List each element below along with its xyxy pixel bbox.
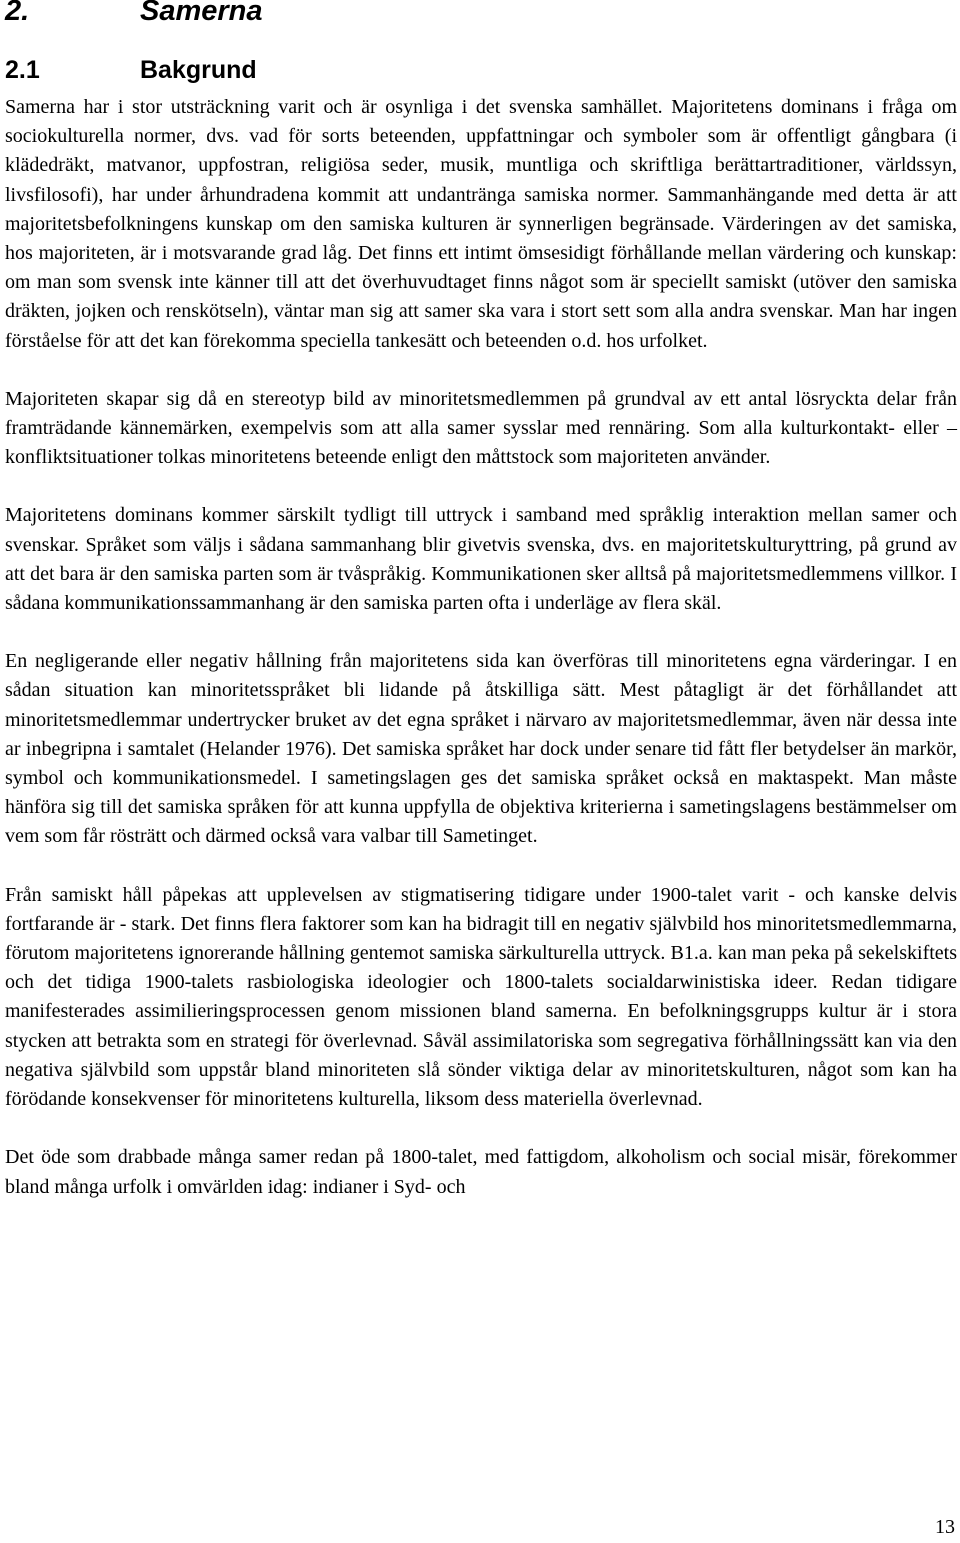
section-title: Bakgrund xyxy=(140,56,257,84)
paragraph-1: Samerna har i stor utsträckning varit och är osynliga i det svenska samhället. Majoritetens dominans i fråga om sociokulturella normer, dvs. vad för sorts beteenden, uppfattningar och symboler som är offentligt gångbara (i klädedräkt, matvanor, uppfostran, religiösa seder, musik, muntliga och skriftliga berättartraditioner, världssyn, livsfilosofi), har under århundradena kommit att undantränga samiska normer. Sammanhängande med detta är att majoritetsbefolkningens kunskap om den samiska kulturen är synnerligen begränsade. Värderingen av det samiska, hos majoriteten, är i motsvarande grad låg. Det finns ett intimt ömsesidigt förhållande mellan värdering och kunskap: om man som svensk inte känner till att det överhuvudtaget finns något som är speciellt samiskt (utöver den samiska dräkten, jojken och renskötseln), väntar man sig att samer ska vara i stort sett som alla andra svenskar. Man har ingen förståelse för att det kan förekomma speciella tankesätt och beteenden o.d. hos urfolket. xyxy=(5,96,957,352)
chapter-title: Samerna xyxy=(140,0,263,27)
section-number: 2.1 xyxy=(5,56,40,84)
paragraph-4: En negligerande eller negativ hållning från majoritetens sida kan överföras till minoritetens egna värderingar. I en sådan situation kan minoritetsspråket bli lidande på åtskilliga sätt. Mest påtagligt är det förhållandet att minoritetsmedlemmar undertrycker bruket av det egna språket i närvaro av majoritetsmedlemmar, även när dessa inte ar inbegripna i samtalet (Helander 1976). Det samiska språket har dock under senare tid fått fler betydelser än markör, symbol och kommunikationsmedel. I sametingslagen ges det samiska språket också en maktaspekt. Man måste hänföra sig till det samiska språken för att kunna uppfylla de objektiva kriterierna i sametingslagens bestämmelser om vem som får rösträtt och därmed också vara valbar till Sametinget. xyxy=(5,650,957,848)
chapter-heading xyxy=(5,0,263,28)
chapter-number: 2. xyxy=(5,0,30,27)
section-heading xyxy=(5,55,257,85)
paragraph-6: Det öde som drabbade många samer redan på 1800-talet, med fattigdom, alkoholism och social misär, förekommer bland många urfolk i omvärlden idag: indianer i Syd- och xyxy=(5,1146,957,1198)
paragraph-5: Från samiskt håll påpekas att upplevelsen av stigmatisering tidigare under 1900-talet varit - och kanske delvis fortfarande är - stark. Det finns flera faktorer som kan ha bidragit till en negativ självbild hos minoritetsmedlemmarna, förutom majoritetens ignorerande hållning gentemot samiska särkulturella uttryck. B1.a. kan man peka på sekelskiftets och det tidiga 1900-talets rasbiologiska ideologier och 1800-talets socialdarwinistiska ideer. Redan tidigare manifesterades assimilieringsprocessen genom missionen bland samerna. En befolkningsgrupps kultur är i stora stycken att betrakta som en strategi för överlevnad. Såväl assimilatoriska som segregativa förhållningssätt kan via den negativa självbild som uppstår bland minoriteten slå sönder viktiga delar av minoritetskulturen, något som kan ha förödande konsekvenser för minoritetens kulturella, liksom dess materiella överlevnad. xyxy=(5,883,957,1111)
paragraph-3: Majoritetens dominans kommer särskilt tydligt till uttryck i samband med språklig interaktion mellan samer och svenskar. Språket som väljs i sådana sammanhang blir givetvis svenska, dvs. en majoritetskulturyttring, på grund av att det bara är den samiska parten som är tvåspråkig. Kommunikationen sker alltså på majoritetsmedlemmens villkor. I sådana kommunikationssammanhang är den samiska parten ofta i underläge av flera skäl. xyxy=(5,504,957,615)
body-text xyxy=(5,93,957,1231)
paragraph-2: Majoriteten skapar sig då en stereotyp bild av minoritetsmedlemmen på grundval av ett antal lösryckta delar från framträdande kännemärken, exempelvis som att alla samer sysslar med rennäring. Som alla kulturkontakt- eller –konfliktsituationer tolkas minoritetens beteende enligt den måttstock som majoriteten använder. xyxy=(5,387,957,469)
page-number: 13 xyxy=(935,1516,955,1538)
